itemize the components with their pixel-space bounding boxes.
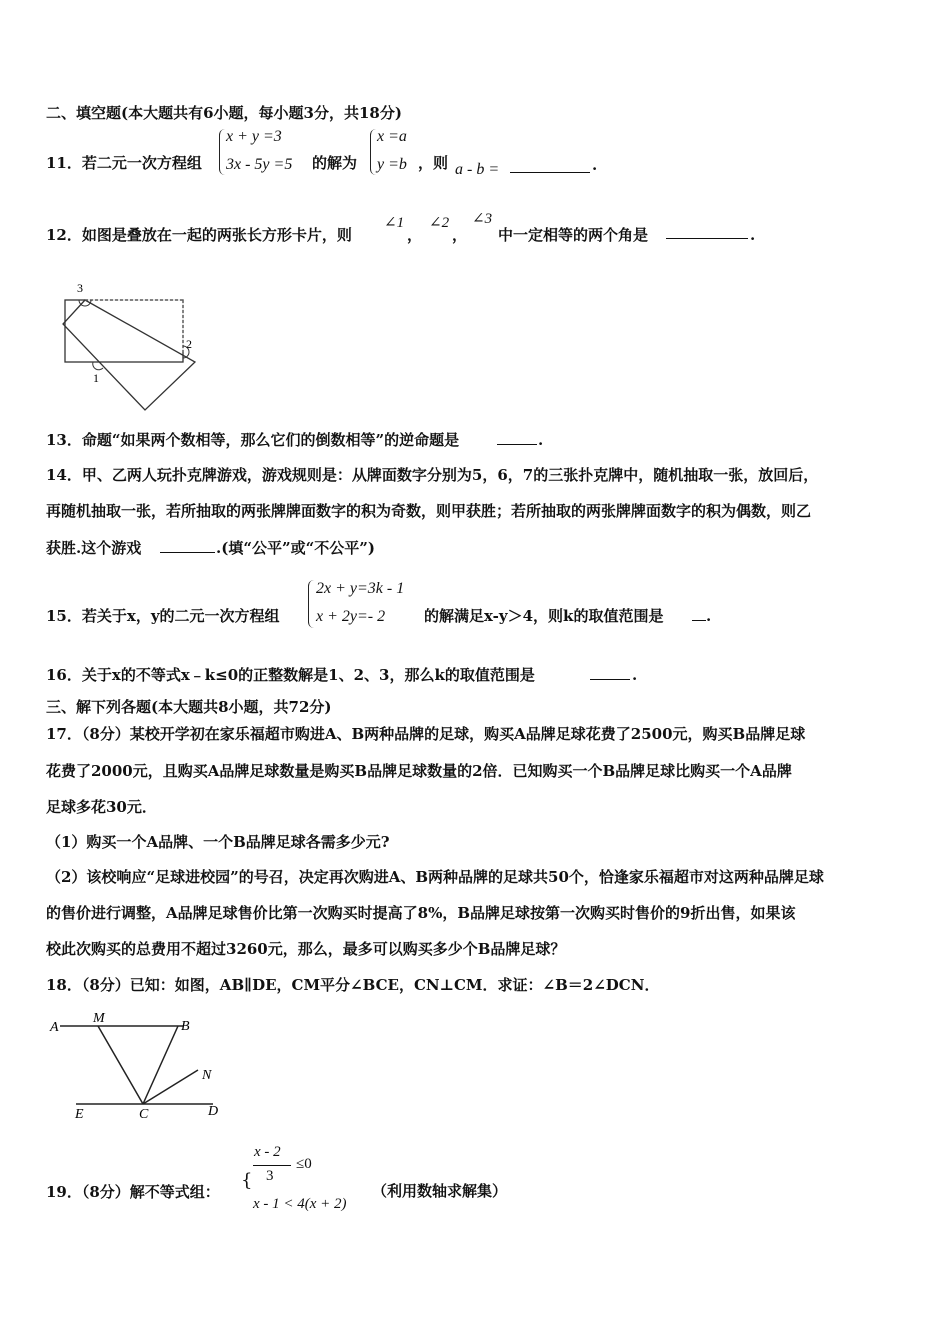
q19-brace: { [241,1170,253,1191]
q11-answer-blank[interactable] [510,158,590,173]
q12-label-1: 1 [93,371,99,385]
q12-card-horizontal [65,300,183,362]
q19-fraction-bar [253,1165,291,1166]
q19-eq2: x - 1 < 4(x + 2) [253,1196,347,1212]
q12-figure [55,278,205,418]
q12-angle-1: ∠1 [384,215,405,231]
section-2-title: 二、填空题(本大题共有6小题，每小题3分，共18分) [46,104,402,122]
q18-label-D: D [208,1104,219,1119]
q17-sub-2-line-2: 的售价进行调整，A品牌足球售价比第一次购买时提高了8%，B品牌足球按第一次购买时售价的9折出售，如果该 [46,904,796,922]
q19-numerator: x - 2 [254,1144,281,1160]
q14-line-3b: .(填“公平”或“不公平”) [216,539,375,557]
q11-expr: a - b = [455,161,500,178]
q15-system-brace [308,580,314,628]
q18-figure [48,1008,238,1123]
q11-solution-brace [370,129,376,175]
q15-answer-blank[interactable] [692,608,706,621]
q17-line-3: 足球多花30元． [46,798,157,816]
q18-text: 18．（8分）已知：如图，AB∥DE，CM平分∠BCE，CN⊥CM．求证：∠B＝2∠DCN． [46,976,660,994]
q18-line-MC [98,1026,143,1104]
q19-suffix: （利用数轴求解集） [372,1182,508,1200]
q11-eq2: 3x - 5y =5 [226,156,293,173]
q15-eq2: x + 2y=- 2 [316,608,386,625]
q12-sep-2: ， [452,226,468,244]
q17-line-1: 17．（8分）某校开学初在家乐福超市购进A、B两种品牌的足球，购买A品牌足球花费了2500元，购买B品牌足球 [46,725,806,743]
q14-line-1: 14．甲、乙两人玩扑克牌游戏，游戏规则是：从牌面数字分别为5，6，7的三张扑克牌中，随机抽取一张，放回后， [46,466,819,484]
q15-end: . [706,607,712,625]
q12-label-3: 3 [77,281,83,295]
q17-line-2: 花费了2000元，且购买A品牌足球数量是购买B品牌足球数量的2倍．已知购买一个B品牌足球比购买一个A品牌 [46,762,792,780]
q12-end: . [750,226,756,244]
q11-system-brace [219,129,225,175]
q11-mid: 的解为 [312,154,358,172]
q12-card-tilted [63,300,195,410]
q15-prefix: 15．若关于x，y的二元一次方程组 [46,607,280,625]
q14-answer-blank[interactable] [160,540,215,553]
q18-label-E: E [75,1107,84,1122]
q15-eq1: 2x + y=3k - 1 [316,580,405,597]
q18-line-BC [143,1026,178,1104]
q11-sol1: x =a [377,128,407,145]
q16-text: 16．关于x的不等式x﹣k≤0的正整数解是1、2、3，那么k的取值范围是 [46,666,535,684]
q16-answer-blank[interactable] [590,667,630,680]
q11-eq1: x + y =3 [226,128,282,145]
q16-end: . [632,666,638,684]
q13-answer-blank[interactable] [497,432,537,445]
q12-suffix: 中一定相等的两个角是 [498,226,649,244]
q19-denominator: 3 [266,1168,274,1184]
q18-label-C: C [139,1107,149,1122]
q19-prefix: 19．（8分）解不等式组： [46,1183,220,1201]
q18-label-N: N [202,1068,212,1083]
q12-prefix: 12．如图是叠放在一起的两张长方形卡片，则 [46,226,352,244]
q11-then: ，则 [418,154,449,172]
q14-line-2: 再随机抽取一张，若所抽取的两张牌牌面数字的积为奇数，则甲获胜；若所抽取的两张牌牌面数字的积为偶数，则乙 [46,502,812,520]
q12-label-2: 2 [186,337,192,351]
q19-relation-1: ≤0 [296,1156,312,1172]
q17-sub-2-line-3: 校此次购买的总费用不超过3260元，那么，最多可以购买多少个B品牌足球？ [46,940,566,958]
q18-label-M: M [93,1011,105,1026]
q12-sep-1: ， [407,226,423,244]
section-3-title: 三、解下列各题(本大题共8小题，共72分) [46,698,332,716]
q13-text: 13．命题“如果两个数相等，那么它们的倒数相等”的逆命题是 [46,431,460,449]
q11-end: . [592,156,598,174]
q18-label-B: B [181,1019,190,1034]
q18-label-A: A [50,1020,59,1035]
q17-sub-1: （1）购买一个A品牌、一个B品牌足球各需多少元? [46,833,390,851]
q12-angle-arc-1 [93,362,103,370]
q12-angle-3: ∠3 [472,211,493,227]
q11-sol2: y =b [377,156,407,173]
q11-prefix: 11．若二元一次方程组 [46,154,202,172]
q14-line-3a: 获胜.这个游戏 [46,539,142,557]
q12-answer-blank[interactable] [666,228,748,239]
q17-sub-2-line-1: （2）该校响应“足球进校园”的号召，决定再次购进A、B两种品牌的足球共50个，恰逢家乐福超市对这两种品牌足球 [46,868,824,886]
q13-end: . [538,431,544,449]
q15-suffix: 的解满足x-y＞4，则k的取值范围是 [424,607,664,625]
q12-angle-2: ∠2 [429,215,450,231]
